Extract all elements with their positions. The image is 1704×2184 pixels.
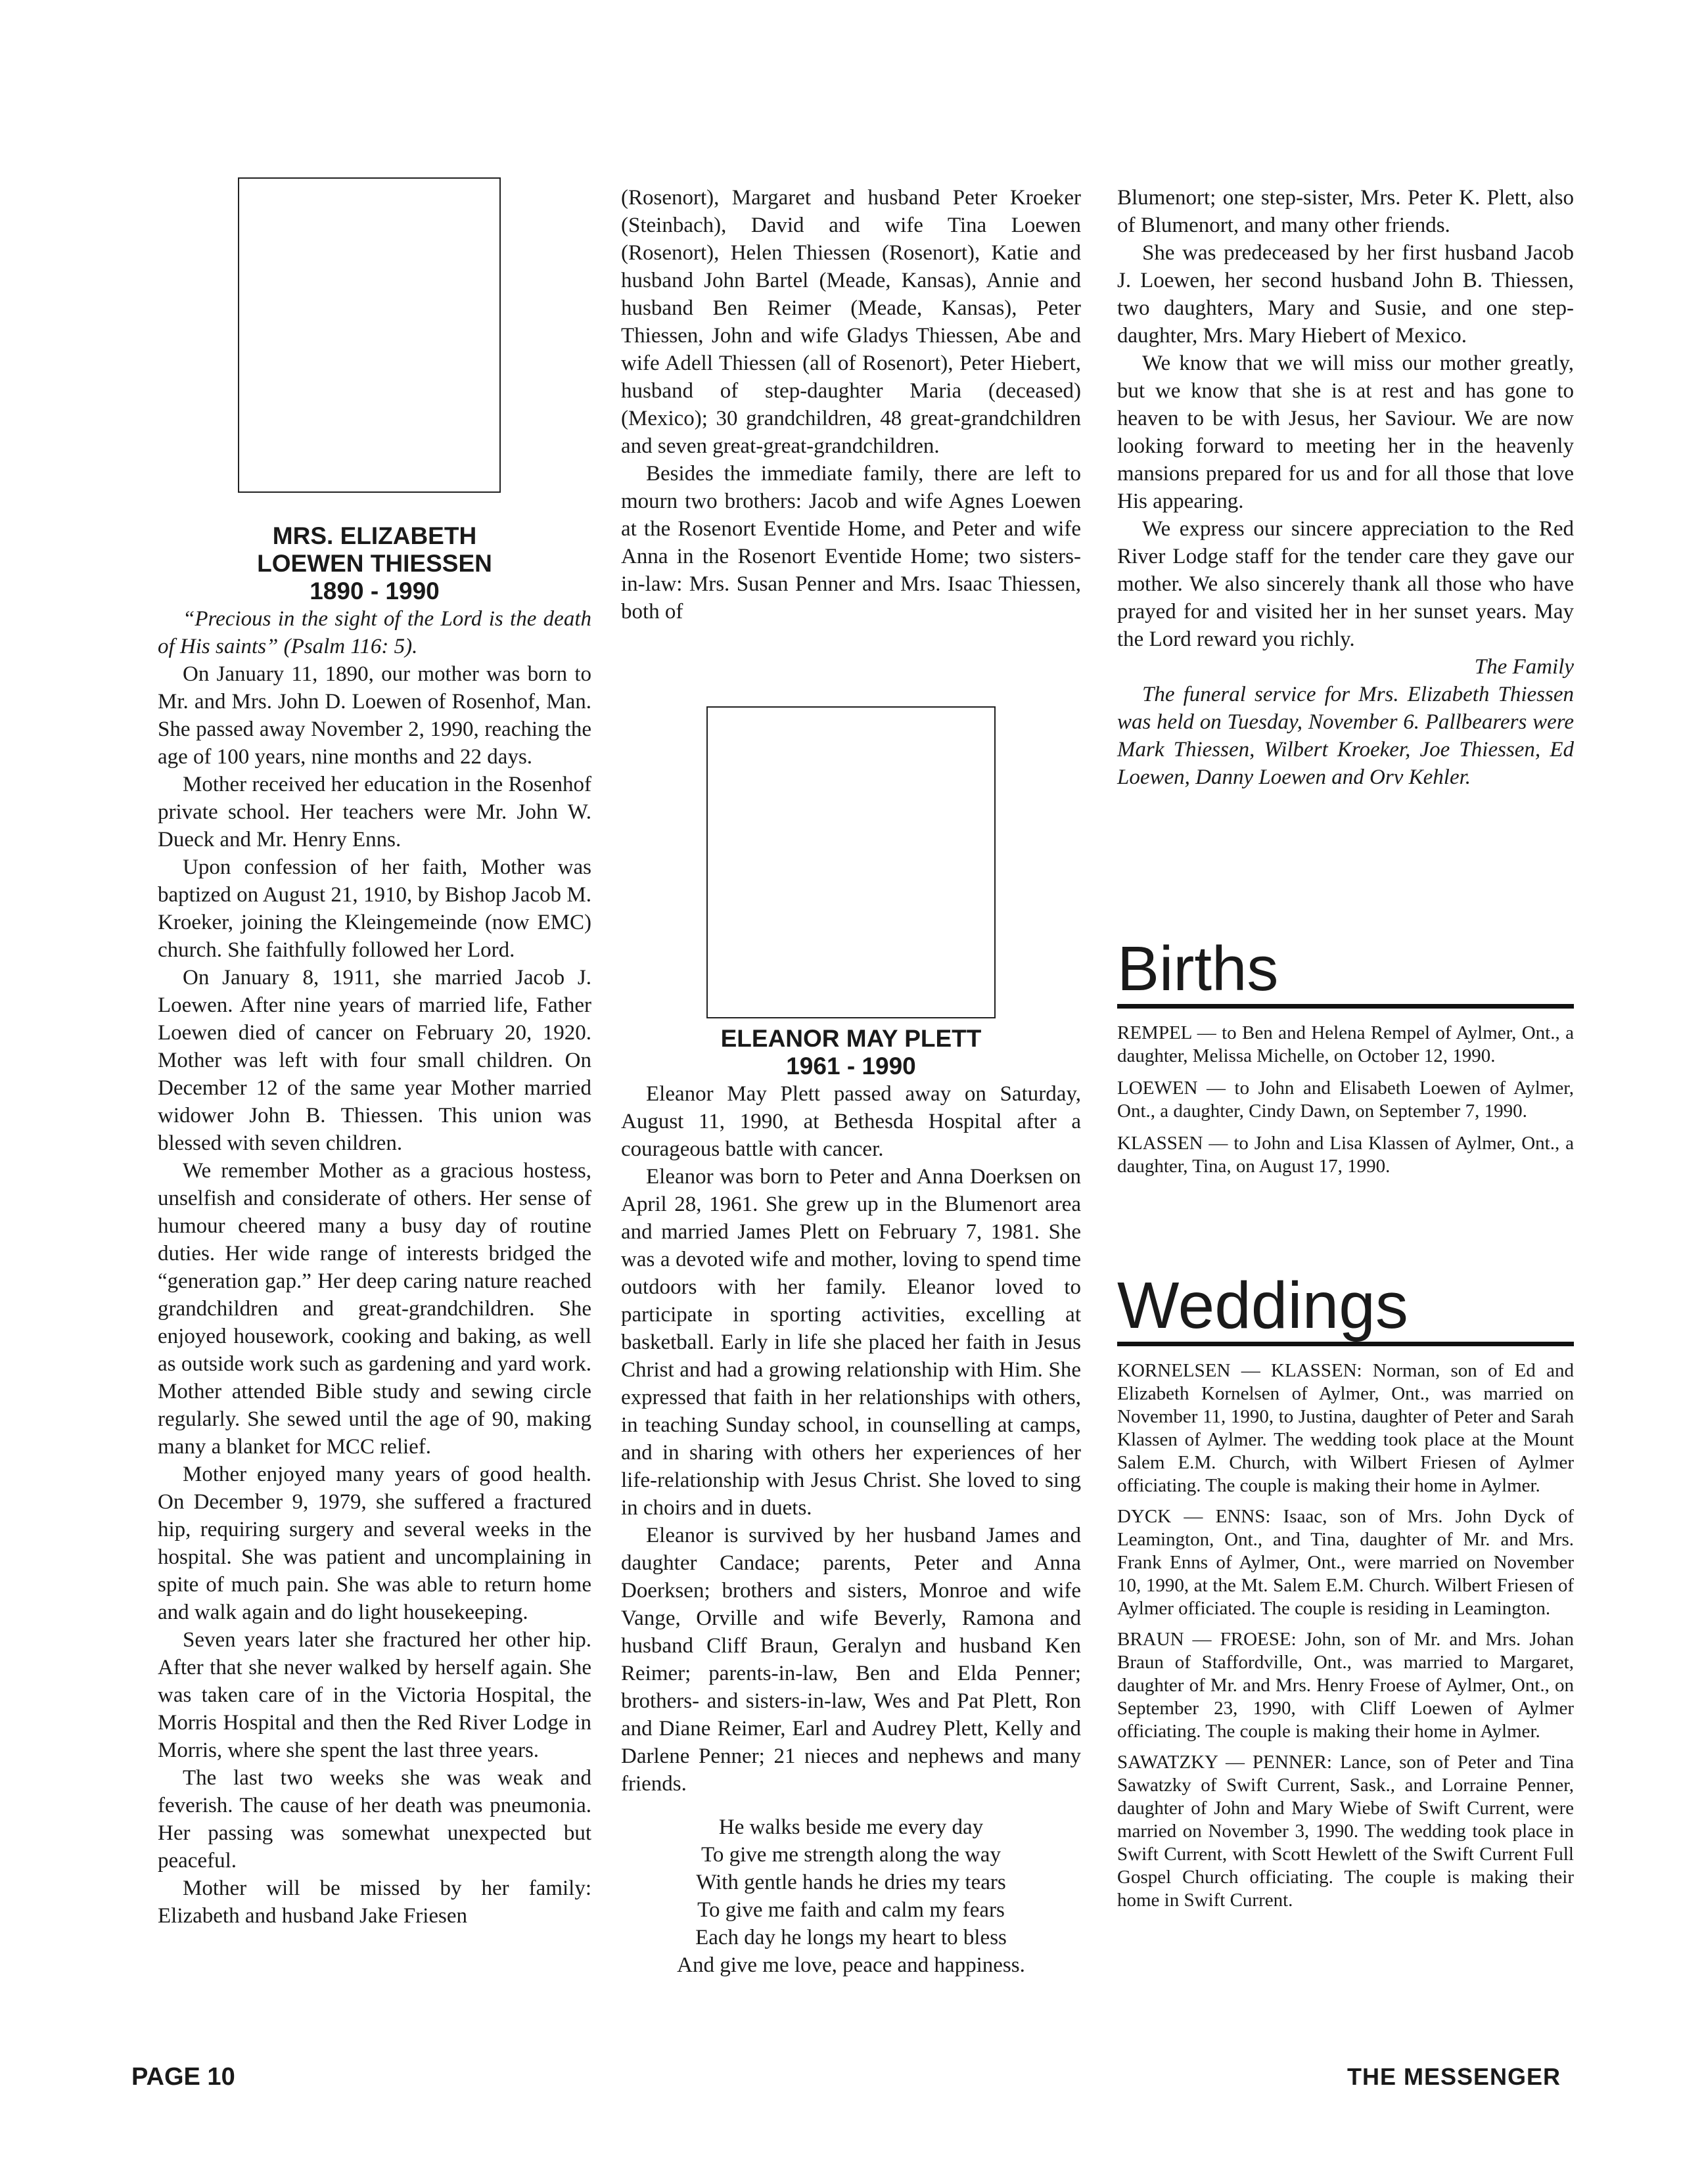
obit1-years: 1890 - 1990 [310,578,440,604]
obit1-paragraph: Upon confession of her faith, Mother was baptized on August 21, 1910, by Bishop Jacob M. Kroeker, joining the Kleingemeinde (now EMC) church. She faithfully followed her Lord. [158,855,591,962]
poem-line: He walks beside me every day [718,1815,984,1839]
publication-name: THE MESSENGER [1347,2063,1561,2090]
photo-eleanor-plett [706,706,996,1018]
obit1-signature: The Family [1474,655,1574,679]
births-heading: Births [1117,936,1574,1009]
obit1-name-line1: MRS. ELIZABETH [272,522,477,549]
wedding-entry: SAWATZKY — PENNER: Lance, son of Peter and Tina Sawatzky of Swift Current, Sask., and Lorraine Penner, daughter of John and Mary Wiebe of Swift Current, were married on November 3, 1990. The wedding took place in Swift Current, with Scott Hewlett of the Swift Current Full Gospel Church officiating. The couple is making their home in Swift Current. [1117,1752,1574,1911]
poem-line: To give me faith and calm my fears [697,1898,1005,1922]
obit1-paragraph: We remember Mother as a gracious hostess, unselfish and considerate of others. Her sense of humour cheered many a busy day of routine duties. Her wide range of interests bridged the “generation gap.” Her deep caring nature reached grandchildren and great-grandchildren. She enjoyed housework, cooking and baking, as well as outside work such as gardening and yard work. Mother attended Bible study and sewing circle regularly. She sewed until the age of 90, making many a blanket for MCC relief. [158,1159,591,1459]
obit1-paragraph: The last two weeks she was weak and feverish. The cause of her death was pneumonia. Her passing was somewhat unexpected but peaceful. [158,1766,591,1873]
obit1-paragraph: Seven years later she fractured her other hip. After that she never walked by herself again. She was taken care of in the Victoria Hospital, the Morris Hospital and then the Red River Lodge in Morris, where she spent the last three years. [158,1628,591,1762]
wedding-entry: BRAUN — FROESE: John, son of Mr. and Mrs. Johan Braun of Staffordville, Ont., was married to Margaret, daughter of Mr. and Mrs. Henry Froese of Aylmer, Ont., on September 23, 1990, with Cliff Loewen of Aylmer officiating. The couple is making their home in Aylmer. [1117,1629,1574,1742]
births-section [1117,936,1574,1178]
page-number: PAGE 10 [131,2063,235,2091]
weddings-section [1117,1271,1574,1912]
poem-line: With gentle hands he dries my tears [696,1871,1006,1894]
obit2-block [621,1025,1081,1979]
obit1-funeral-note: The funeral service for Mrs. Elizabeth Thiessen was held on Tuesday, November 6. Pallbearers were Mark Thiessen, Wilbert Kroeker, Joe Thiessen, Ed Loewen, Danny Loewen and Orv Kehler. [1117,683,1574,789]
weddings-heading: Weddings [1117,1271,1574,1346]
poem-line: To give me strength along the way [701,1843,1001,1867]
obit1-paragraph: Mother will be missed by her family: Elizabeth and husband Jake Friesen [158,1877,591,1928]
column-2 [621,184,1081,626]
column-3 [1117,184,1574,791]
photo-elizabeth-thiessen [238,177,501,493]
obit2-paragraph: Eleanor was born to Peter and Anna Doerksen on April 28, 1961. She grew up in the Blumenort area and married James Plett on February 7, 1981. She was a devoted wife and mother, loving to spend time outdoors with her family. Eleanor loved to participate in sporting activities, excelling at basketball. Early in life she placed her faith in Jesus Christ and had a growing relationship with Him. She expressed that faith in her relationships with others, in teaching Sunday school, in counselling at camps, and in sharing with others her experiences of her life-relationship with Jesus Christ. She loved to sing in choirs and in duets. [621,1165,1081,1520]
poem-line: Each day he longs my heart to bless [695,1926,1007,1949]
obit1-continued-paragraph: Besides the immediate family, there are left to mourn two brothers: Jacob and wife Agnes Loewen at the Rosenort Eventide Home, and Peter and wife Anna in the Rosenort Eventide Home; two sisters-in-law: Mrs. Susan Penner and Mrs. Isaac Thiessen, both of [621,462,1081,624]
obit1-paragraph: On January 8, 1911, she married Jacob J. Loewen. After nine years of married life, Father Loewen died of cancer on February 20, 1920. Mother was left with four small children. On December 12 of the same year Mother married widower John B. Thiessen. This union was blessed with seven children. [158,966,591,1155]
obit1-name-line2: LOEWEN THIESSEN [257,550,492,577]
obit2-paragraph: Eleanor May Plett passed away on Saturday, August 11, 1990, at Bethesda Hospital after a courageous battle with cancer. [621,1082,1081,1161]
birth-entry: KLASSEN — to John and Lisa Klassen of Aylmer, Ont., a daughter, Tina, on August 17, 1990. [1117,1132,1574,1177]
obit1-continued-paragraph: (Rosenort), Margaret and husband Peter Kroeker (Steinbach), David and wife Tina Loewen (Rosenort), Helen Thiessen (Rosenort), Katie and husband John Bartel (Meade, Kansas), Annie and husband Ben Reimer (Meade, Kansas), Peter Thiessen, John and wife Gladys Thiessen, Abe and wife Adell Thiessen (all of Rosenort), Peter Hiebert, husband of step-daughter Maria (deceased) (Mexico); 30 grandchildren, 48 great-grandchildren and seven great-great-grandchildren. [621,186,1081,458]
obit2-name: ELEANOR MAY PLETT [720,1025,982,1052]
obit2-paragraph: Eleanor is survived by her husband James and daughter Candace; parents, Peter and Anna Doerksen; brothers and sisters, Monroe and wife Vange, Orville and wife Beverly, Ramona and husband Cliff Braun, Geralyn and husband Ken Reimer; parents-in-law, Ben and Elda Penner; brothers- and sisters-in-law, Wes and Pat Plett, Ron and Diane Reimer, Earl and Audrey Plett, Kelly and Darlene Penner; 21 nieces and nephews and many friends. [621,1524,1081,1796]
obit2-years: 1961 - 1990 [786,1053,916,1080]
obit1-continued-paragraph: Blumenort; one step-sister, Mrs. Peter K. Plett, also of Blumenort, and many other friends. [1117,186,1574,237]
obit2-poem [621,1813,1081,1979]
obit1-paragraph: On January 11, 1890, our mother was born to Mr. and Mrs. John D. Loewen of Rosenhof, Man. She passed away November 2, 1990, reaching the age of 100 years, nine months and 22 days. [158,662,591,769]
column-1 [158,522,591,1930]
obit1-continued-paragraph: We know that we will miss our mother greatly, but we know that she is at rest and has gone to heaven to be with Jesus, her Saviour. We are now looking forward to meeting her in the heavenly mansions prepared for us and for all those that love His appearing. [1117,352,1574,513]
obit1-paragraph: Mother received her education in the Rosenhof private school. Her teachers were Mr. John W. Dueck and Mr. Henry Enns. [158,773,591,852]
birth-entry: REMPEL — to Ben and Helena Rempel of Aylmer, Ont., a daughter, Melissa Michelle, on October 12, 1990. [1117,1022,1574,1066]
wedding-entry: KORNELSEN — KLASSEN: Norman, son of Ed and Elizabeth Kornelsen of Aylmer, Ont., was married on November 11, 1990, to Justina, daughter of Peter and Sarah Klassen of Aylmer. The wedding took place at the Mount Salem E.M. Church, with Wilbert Friesen of Aylmer officiating. The couple is making their home in Aylmer. [1117,1360,1574,1496]
birth-entry: LOEWEN — to John and Elisabeth Loewen of Aylmer, Ont., a daughter, Cindy Dawn, on September 7, 1990. [1117,1077,1574,1122]
obit1-verse: “Precious in the sight of the Lord is the death of His saints” (Psalm 116: 5). [158,607,591,658]
poem-line: And give me love, peace and happiness. [677,1953,1025,1977]
obit1-continued-paragraph: She was predeceased by her first husband Jacob J. Loewen, her second husband John B. Thiessen, two daughters, Mary and Susie, and one step-daughter, Mrs. Mary Hiebert of Mexico. [1117,241,1574,348]
wedding-entry: DYCK — ENNS: Isaac, son of Mrs. John Dyck of Leamington, Ont., and Tina, daughter of Mr. and Mrs. Frank Enns of Aylmer, Ont., were married on November 10, 1990, at the Mt. Salem E.M. Church. Wilbert Friesen of Aylmer officiated. The couple is residing in Leamington. [1117,1506,1574,1619]
obit1-paragraph: Mother enjoyed many years of good health. On December 9, 1979, she suffered a fractured hip, requiring surgery and several weeks in the hospital. She was patient and uncomplaining in spite of much pain. She was able to return home and walk again and do light housekeeping. [158,1463,591,1624]
obit1-continued-paragraph: We express our sincere appreciation to the Red River Lodge staff for the tender care they gave our mother. We also sincerely thank all those who have prayed for and visited her in her sunset years. May the Lord reward you richly. [1117,517,1574,651]
